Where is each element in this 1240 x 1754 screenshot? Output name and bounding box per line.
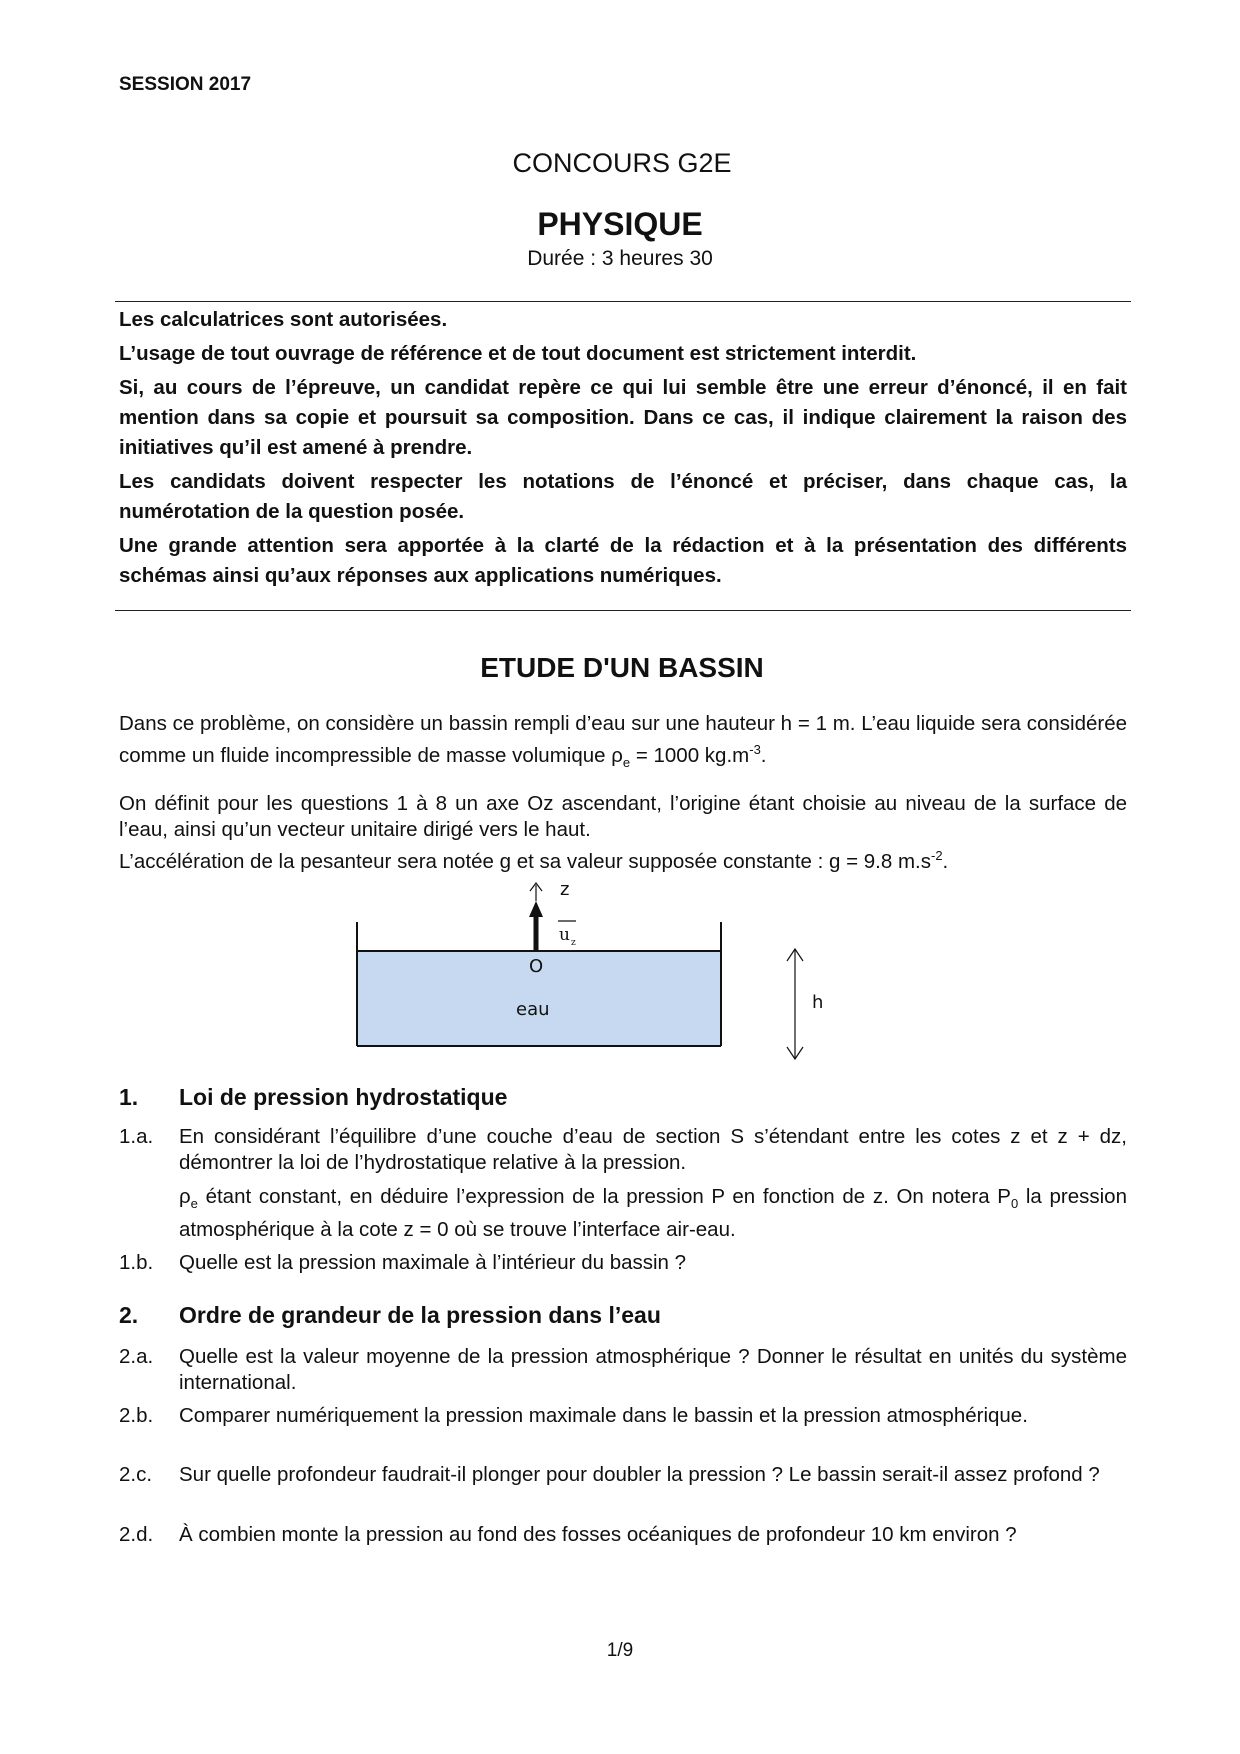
duration-label: Durée : 3 heures 30	[527, 247, 713, 270]
question-1a: 1.a. En considérant l’équilibre d’une couche d’eau de section S s’étendant entre les cotes z et z + dz, démontrer la loi de l’hydrostatique relative à la pression.	[119, 1125, 1127, 1174]
bottom-rule	[115, 610, 1131, 611]
question-2c: 2.c. Sur quelle profondeur faudrait-il plonger pour doubler la pression ? Le bassin serait-il assez profond ?	[119, 1463, 1100, 1486]
height-label: h	[812, 992, 824, 1013]
section-2-heading: 2. Ordre de grandeur de la pression dans l’eau	[119, 1302, 661, 1328]
question-2d: 2.d. À combien monte la pression au fond des fosses océaniques de profondeur 10 km environ ?	[119, 1523, 1017, 1546]
section-1-heading: 1. Loi de pression hydrostatique	[119, 1084, 508, 1110]
water-label: eau	[516, 999, 550, 1020]
origin-label: O	[529, 956, 544, 977]
uz-label: u	[559, 925, 570, 945]
uz-subscript: z	[571, 938, 576, 948]
uz-vector-head	[529, 901, 543, 917]
intro-paragraph-2: On définit pour les questions 1 à 8 un axe Oz ascendant, l’origine étant choisie au niveau de la surface de l’eau, ainsi qu’un vecteur unitaire dirigé vers le haut. L’accélération de la pesanteur sera notée g et sa valeur supposée constante : g = 9.8 $m.s^{-2}$.	[119, 792, 1127, 873]
concours-title: CONCOURS G2E	[512, 148, 732, 178]
z-axis-label: z	[560, 879, 570, 900]
page-number: 1/9	[606, 1640, 634, 1661]
session-label: SESSION 2017	[119, 74, 252, 95]
rule-clarity: Une grande attention sera apportée à la clarté de la rédaction et à la présentation des différents schémas ainsi qu’aux réponses aux applications numériques.	[119, 534, 1127, 587]
rule-documents: L’usage de tout ouvrage de référence et de tout document est strictement interdit.	[119, 342, 917, 365]
rule-calculators: Les calculatrices sont autorisées.	[119, 308, 448, 331]
basin-diagram	[340, 875, 840, 1065]
intro-paragraph-1: Dans ce problème, on considère un bassin rempli d’eau sur une hauteur h = 1 m. L’eau liquide sera considérée comme un fluide incompressible de masse volumique $\rho_e = 1000$ $kg.m^{-3}$.	[119, 712, 1127, 770]
rule-notations: Les candidats doivent respecter les notations de l’énoncé et préciser, dans chaque cas, la numérotation de la question posée.	[119, 470, 1127, 523]
problem-title: ETUDE D'UN BASSIN	[480, 652, 764, 683]
exam-rules	[119, 305, 1127, 595]
rule-errors: Si, au cours de l’épreuve, un candidat repère ce qui lui semble être une erreur d’énoncé, il en fait mention dans sa copie et poursuit sa composition. Dans ce cas, il indique clairement la raison des initiatives qu’il est amené à prendre.	[119, 376, 1127, 459]
top-rule	[115, 301, 1131, 302]
question-2b: 2.b. Comparer numériquement la pression maximale dans le bassin et la pression atmosphérique.	[119, 1404, 1028, 1427]
question-1a-continuation: $\rho_e$ étant constant, en déduire l’expression de la pression P en fonction de z. On notera $P_0$ la pression atmosphérique à la cote z = 0 où se trouve l’interface air-eau.	[179, 1185, 1127, 1242]
subject-title: PHYSIQUE	[537, 206, 703, 242]
question-1b: 1.b. Quelle est la pression maximale à l’intérieur du bassin ?	[119, 1251, 687, 1274]
question-2a: 2.a. Quelle est la valeur moyenne de la pression atmosphérique ? Donner le résultat en unités du système international.	[119, 1345, 1127, 1394]
